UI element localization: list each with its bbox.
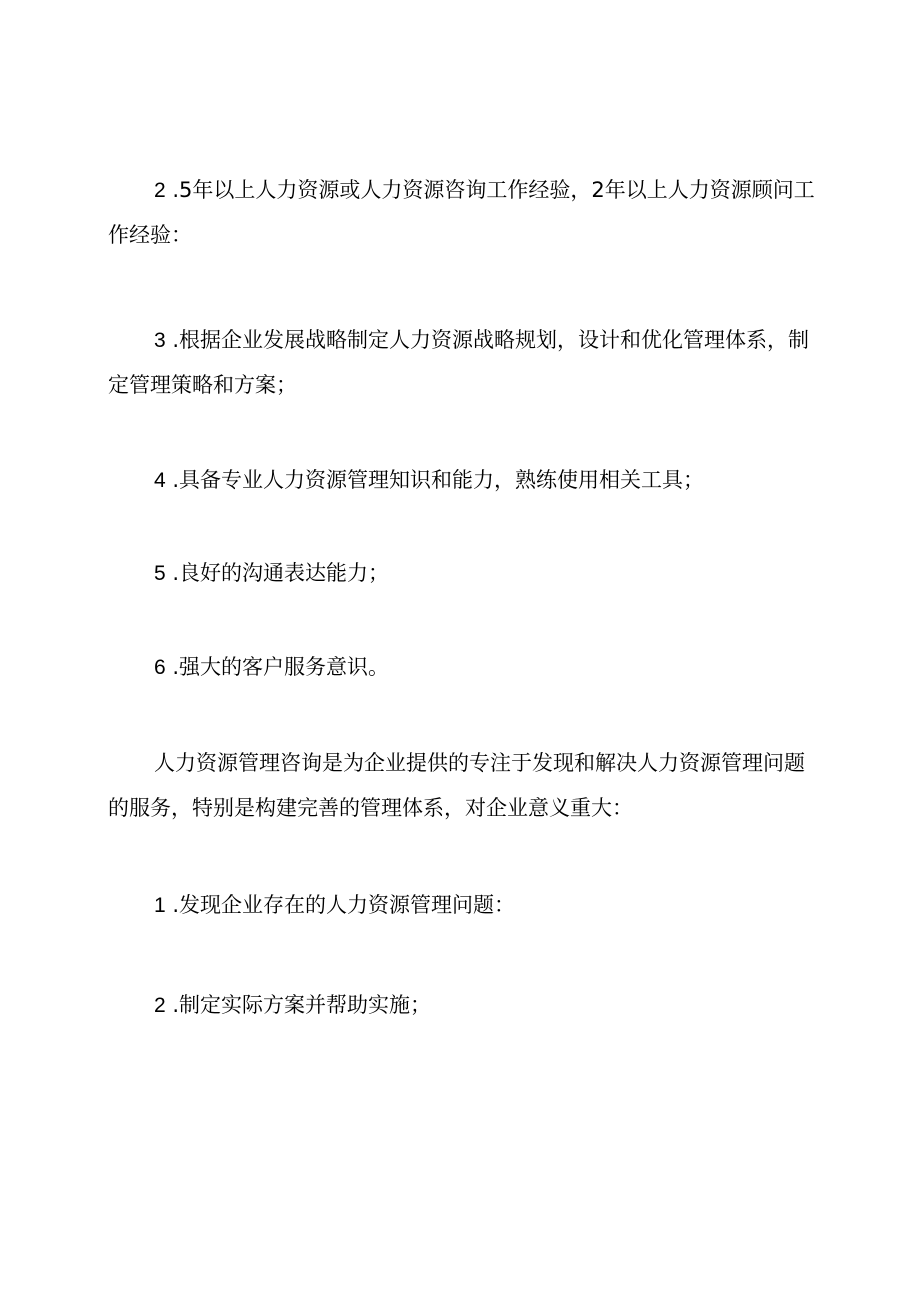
item-number: 2	[154, 994, 166, 1017]
paragraph-intro	[108, 741, 820, 831]
paragraph-item-3	[108, 318, 820, 408]
paragraph-text: .发现企业存在的人力资源管理问题：	[172, 893, 516, 917]
paragraph-item-2b	[108, 983, 820, 1028]
paragraph-text: .具备专业人力资源管理知识和能力，熟练使用相关工具；	[172, 468, 705, 492]
item-number: 4	[154, 469, 166, 492]
paragraph-text: .强大的客户服务意识。	[172, 655, 390, 679]
paragraph-item-2	[108, 168, 820, 258]
paragraph-text: .制定实际方案并帮助实施；	[172, 993, 432, 1017]
item-number: 5	[154, 562, 166, 585]
paragraph-item-5	[108, 551, 820, 596]
paragraph-item-4	[108, 458, 820, 503]
item-number: 6	[154, 656, 166, 679]
paragraph-item-6	[108, 645, 820, 690]
paragraph-text: .根据企业发展战略制定人力资源战略规划，设计和优化管理体系，制定管理策略和方案；	[108, 328, 810, 397]
item-number: 1	[154, 894, 166, 917]
paragraph-text: .5年以上人力资源或人力资源咨询工作经验，2年以上人力资源顾问工作经验：	[108, 178, 815, 247]
paragraph-text: 人力资源管理咨询是为企业提供的专注于发现和解决人力资源管理问题的服务，特别是构建完善的管理体系，对企业意义重大：	[108, 751, 805, 820]
paragraph-item-1	[108, 883, 820, 928]
item-number: 3	[154, 329, 166, 352]
paragraph-text: .良好的沟通表达能力；	[172, 561, 390, 585]
item-number: 2	[154, 179, 166, 202]
